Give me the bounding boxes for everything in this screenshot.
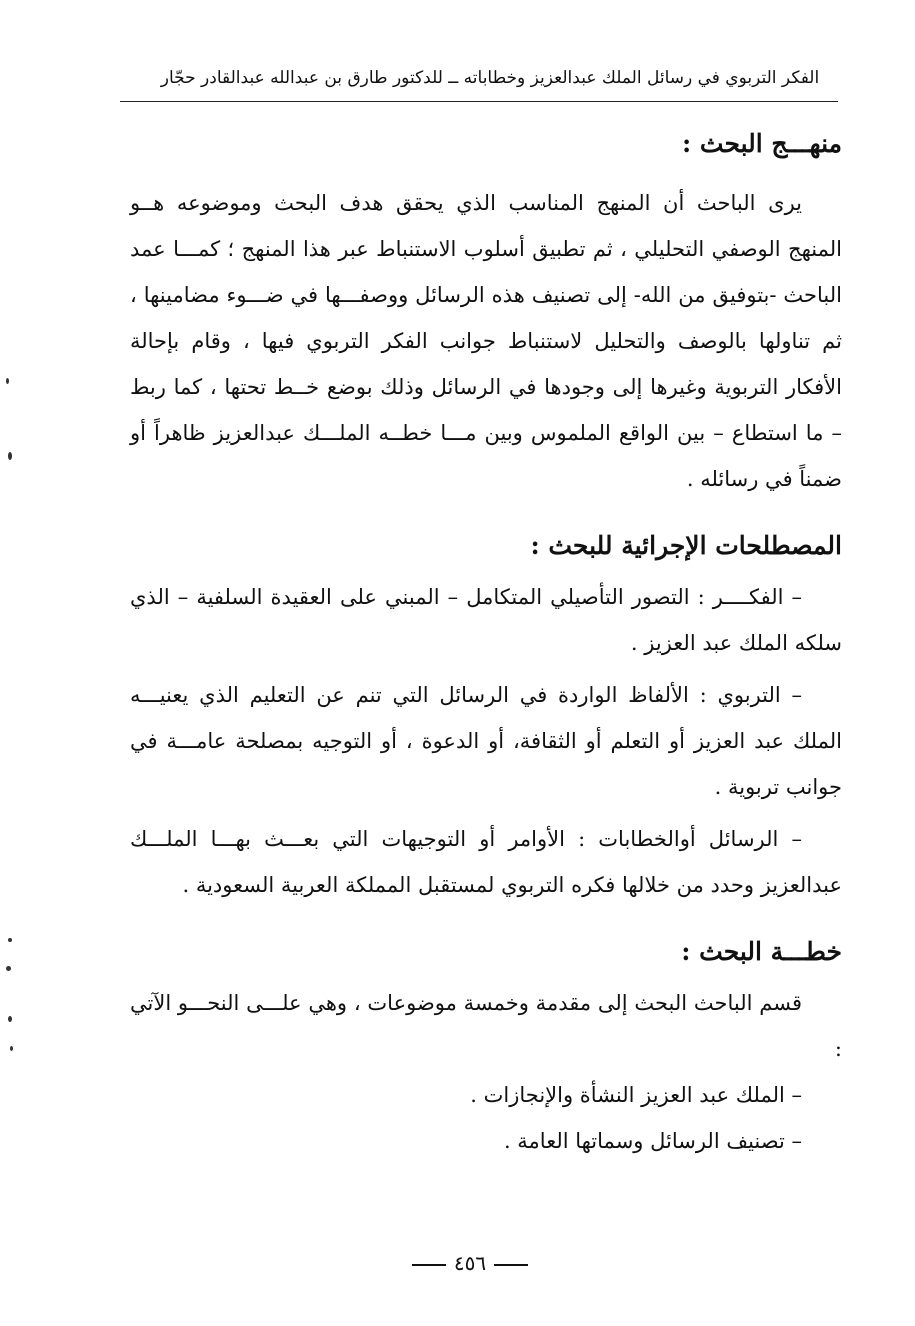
scan-speck bbox=[6, 378, 9, 384]
term-definition-thought: – الفكــــر : التصور التأصيلي المتكامل – المبني على العقيدة السلفية – الذي سلكه الملك عبد العزيز . bbox=[130, 585, 842, 655]
scan-speck bbox=[8, 938, 12, 942]
section-heading-terms: المصطلحات الإجرائية للبحث : bbox=[530, 531, 842, 560]
section-heading-plan: خطـــة البحث : bbox=[681, 937, 842, 966]
body-text bbox=[130, 122, 842, 1164]
scan-speck bbox=[6, 966, 11, 971]
plan-paragraph: قسم الباحث البحث إلى مقدمة وخمسة موضوعات ، وهي علـــى النحـــو الآتي : bbox=[130, 991, 842, 1061]
page-number-dash-right bbox=[412, 1264, 446, 1266]
header-rule bbox=[120, 101, 838, 102]
plan-list-item: – تصنيف الرسائل وسماتها العامة . bbox=[503, 1129, 802, 1153]
scan-speck bbox=[8, 1016, 12, 1022]
page-number-dash-left bbox=[494, 1264, 528, 1266]
page-number-value: ٤٥٦ bbox=[453, 1251, 487, 1275]
term-definition-educational: – التربوي : الألفاظ الواردة في الرسائل التي تنم عن التعليم الذي يعنيـــه الملك عبد العزيز أو التعلم أو الثقافة، أو الدعوة ، أو التوجيه بمصلحة عامـــة في جوانب تربوية . bbox=[130, 683, 842, 799]
running-header: الفكر التربوي في رسائل الملك عبدالعزيز وخطاباته ــ للدكتور طارق بن عبدالله عبدالقادر حجّار bbox=[160, 68, 820, 88]
scan-speck bbox=[8, 452, 12, 460]
method-paragraph: يرى الباحث أن المنهج المناسب الذي يحقق هدف البحث وموضوعه هــو المنهج الوصفي التحليلي ، ثم تطبيق أسلوب الاستنباط عبر هذا المنهج ؛ كمـــا عمد الباحث -بتوفيق من الله- إلى تصنيف هذه الرسائل ووصفـــها في ضـــوء مضامينها ، ثم تناولها بالوصف والتحليل لاستنباط جوانب الفكر التربوي فيها ، وقام بإحالة الأفكار التربوية وغيرها إلى وجودها في الرسائل وذلك بوضع خــط تحتها ، كما ربط – ما استطاع – بين الواقع الملموس وبين مـــا خطــه الملـــك عبدالعزيز ظاهراً أو ضمناً في رسائله . bbox=[130, 191, 842, 491]
scan-speck bbox=[10, 1046, 13, 1051]
term-definition-letters: – الرسائل أوالخطابات : الأوامر أو التوجيهات التي بعـــث بهـــا الملـــك عبدالعزيز وحدد من خلالها فكره التربوي لمستقبل المملكة العربية السعودية . bbox=[130, 827, 842, 897]
section-heading-method: منهـــج البحث : bbox=[682, 129, 842, 158]
page-number bbox=[380, 1248, 560, 1278]
plan-list-item: – الملك عبد العزيز النشأة والإنجازات . bbox=[470, 1083, 802, 1107]
